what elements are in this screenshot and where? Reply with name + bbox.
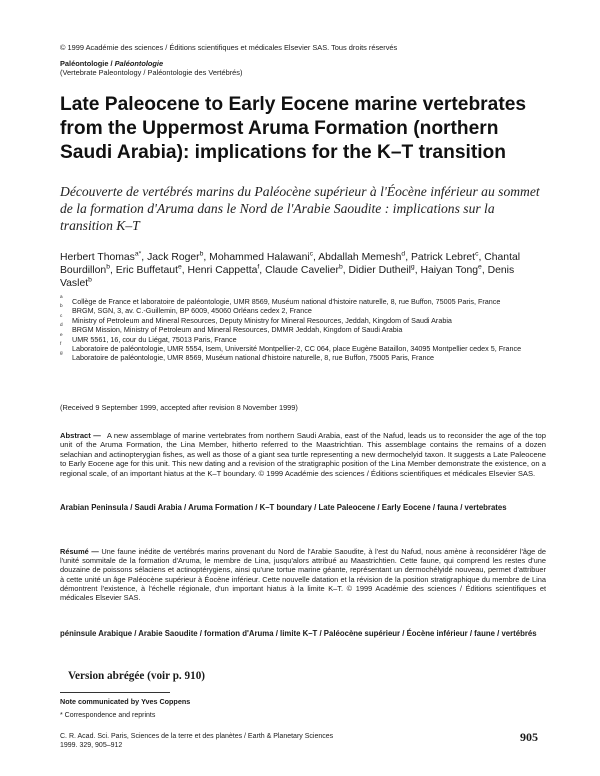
affiliation-text: Ministry of Petroleum and Mineral Resources, Deputy Ministry for Mineral Resources, Jeddah, Kingdom of Saudi Arabia bbox=[72, 315, 452, 325]
author-name: Chantal Bourdillon bbox=[60, 252, 521, 276]
note-name: Yves Coppens bbox=[141, 697, 191, 706]
abridged-version-link[interactable]: Version abrégée (voir p. 910) bbox=[68, 670, 206, 682]
author-affiliation-marker: c bbox=[475, 250, 479, 258]
author-affiliation-marker: g bbox=[410, 263, 415, 271]
resume-label: Résumé — bbox=[60, 547, 99, 556]
author-affiliation-marker: c bbox=[309, 250, 314, 258]
french-title: Découverte de vertébrés marins du Paléocène supérieur à l'Éocène inférieur au sommet de la formation d'Aruma dans le Nord de l'Arabie Saoudite : implications sur la transition K–T bbox=[60, 184, 540, 233]
affiliation-item: d BRGM Mission, Ministry of Petroleum and Mineral Resources, DMMR Jeddah, Kingdom of Saudi Arabia bbox=[60, 322, 403, 335]
author-affiliation-marker: b bbox=[88, 276, 92, 284]
footnote-rule bbox=[60, 692, 170, 693]
author-name: Didier Dutheil bbox=[348, 265, 411, 276]
note-label: Note communicated by bbox=[60, 697, 140, 706]
author-name: Denis Vaslet bbox=[60, 265, 515, 289]
affiliation-item: c Ministry of Petroleum and Mineral Resources, Deputy Ministry for Mineral Resources, Jeddah, Kingdom of Saudi Arabia bbox=[60, 312, 452, 325]
author-name: Jack Roger bbox=[147, 252, 200, 263]
journal-volume: 1999. 329, 905–912 bbox=[60, 742, 123, 749]
resume bbox=[60, 547, 546, 602]
affiliation-list bbox=[60, 294, 550, 363]
affiliation-item: g Laboratoire de paléontologie, UMR 8569, Muséum national d'histoire naturelle, 8, rue Buffon, 75005 Paris, France bbox=[60, 350, 435, 363]
section-name-french: Paléontologie bbox=[114, 59, 164, 68]
resume-text: Une faune inédite de vertébrés marins provenant du Nord de l'Arabie Saoudite, à l'est du Nafud, nous amène à reconsidérer l'âge de l'unité sommitale de la formation d'Aruma, le membre de Lina, jusqu'alors attribué au Maastrichtien. Cette faune, qui comprend les restes d'une douzaine de poissons sélaciens et actinoptérygiens, ainsi qu'une tortue marine géante, représentant un dermochélyidé nouveau, permet d'attribuer à cette unité un âge Paléocène supérieur à Éocène inférieur. Cette nouvelle datation et la révision de la position stratigraphique du membre de Lina démontrent l'existence, à l'échelle régionale, d'un important hiatus à la limite K–T. © 1999 Académie des sciences / Éditions scientifiques et médicales Elsevier SAS. bbox=[60, 547, 546, 603]
author-list: Herbert Thomas$^{a*}$, Jack Roger$^b$, Mohammed Halawani$^c$, Abdallah Memesh$^d$, Patrick Lebret$^c$, Chantal Bourdillon$^b$, Eric Buffetaut$^e$, Henri Cappetta$^f$, Claude Cavelier$^b$, Didier Dutheil$^g$, Haiyan Tong$^e$, Denis Vaslet$^b$ bbox=[60, 250, 521, 289]
affiliation-text: Laboratoire de paléontologie, UMR 5554, Isem, Université Montpellier-2, CC 064, place Eugène Bataillon, 34095 Montpellier cedex 5, France bbox=[72, 343, 522, 353]
affiliation-item: e UMR 5561, 16, cour du Liégat, 75013 Paris, France bbox=[60, 331, 237, 344]
affiliation-text: UMR 5561, 16, cour du Liégat, 75013 Paris, France bbox=[72, 334, 237, 344]
copyright-notice: © 1999 Académie des sciences / Éditions scientifiques et médicales Elsevier SAS. Tous droits réservés bbox=[60, 43, 398, 52]
author-affiliation-marker: a* bbox=[134, 250, 142, 258]
page-number: 905 bbox=[520, 730, 538, 744]
author-affiliation-marker: f bbox=[257, 263, 260, 271]
author-affiliation-marker: b bbox=[339, 263, 343, 271]
mots-cles: péninsule Arabique / Arabie Saoudite / formation d'Aruma / limite K–T / Paléocène supérieur / Éocène inférieur / faune / vertébrés bbox=[60, 629, 537, 638]
author-affiliation-marker: e bbox=[177, 263, 182, 271]
section-heading bbox=[60, 59, 530, 77]
abstract-label: Abstract — bbox=[60, 431, 101, 440]
author-name: Henri Cappetta bbox=[187, 265, 258, 276]
affiliation-item: f Laboratoire de paléontologie, UMR 5554, Isem, Université Montpellier-2, CC 064, place Eugène Bataillon, 34095 Montpellier cedex 5, France bbox=[60, 340, 522, 353]
author-name: Mohammed Halawani bbox=[209, 252, 310, 263]
affiliation-text: BRGM Mission, Ministry of Petroleum and Mineral Resources, DMMR Jeddah, Kingdom of Saudi Arabia bbox=[72, 325, 403, 335]
author-name: Patrick Lebret bbox=[410, 252, 476, 263]
author-name: Abdallah Memesh bbox=[318, 252, 402, 263]
affiliation-text: BRGM, SGN, 3, av. C.-Guillemin, BP 6009, 45060 Orléans cedex 2, France bbox=[72, 306, 312, 316]
affiliation-item: a Collège de France et laboratoire de paléontologie, UMR 8569, Muséum national d'histoire naturelle, 8, rue Buffon, 75005 Paris, France bbox=[60, 294, 501, 306]
journal-footer bbox=[60, 732, 480, 750]
correspondence-note: * Correspondence and reprints bbox=[60, 712, 156, 719]
author-name: Eric Buffetaut bbox=[115, 265, 178, 276]
author-name: Haiyan Tong bbox=[420, 265, 479, 276]
journal-name: C. R. Acad. Sci. Paris, Sciences de la terre et des planètes / Earth & Planetary Sciences bbox=[60, 733, 334, 740]
abstract-text: A new assemblage of marine vertebrates from northern Saudi Arabia, east of the Nafud, leads us to reconsider the age of the top unit of the Aruma Formation, the Lina Member, hitherto referred to the Maastrichtian. This assemblage contains the remains of a dozen selachian and actinopterygian fishes, as well as those of a giant sea turtle representing a new dermochelyid taxon. It suggests a Late Paleocene to Early Eocene age for this unit. This new dating and a revision of the stratigraphic position of the Lina Member demonstrate the existence, on a regional scale, of an important hiatus at the K–T boundary. © 1999 Académie des sciences / Éditions scientifiques et médicales Elsevier SAS. bbox=[60, 431, 546, 478]
author-name: Claude Cavelier bbox=[265, 265, 339, 276]
affiliation-item: b BRGM, SGN, 3, av. C.-Guillemin, BP 6009, 45060 Orléans cedex 2, France bbox=[60, 303, 312, 316]
author-affiliation-marker: b bbox=[106, 263, 110, 271]
section-name: Paléontologie / bbox=[60, 59, 115, 68]
keywords: Arabian Peninsula / Saudi Arabia / Aruma Formation / K–T boundary / Late Paleocene / Early Eocene / fauna / vertebrates bbox=[60, 503, 507, 512]
abstract bbox=[60, 431, 546, 478]
received-dates: (Received 9 September 1999, accepted after revision 8 November 1999) bbox=[60, 403, 298, 412]
article-title: Late Paleocene to Early Eocene marine vertebrates from the Uppermost Aruma Formation (northern Saudi Arabia): implications for the K–T transition bbox=[60, 94, 527, 163]
affiliation-text: Collège de France et laboratoire de paléontologie, UMR 8569, Muséum national d'histoire naturelle, 8, rue Buffon, 75005 Paris, France bbox=[72, 297, 501, 306]
section-subheading: (Vertebrate Paleontology / Paléontologie des Vertébrés) bbox=[60, 68, 243, 77]
author-affiliation-marker: d bbox=[401, 250, 406, 258]
author-affiliation-marker: e bbox=[478, 263, 482, 271]
author-affiliation-marker: b bbox=[199, 250, 204, 258]
communication-note bbox=[60, 697, 460, 707]
affiliation-text: Laboratoire de paléontologie, UMR 8569, Muséum national d'histoire naturelle, 8, rue Buffon, 75005 Paris, France bbox=[72, 353, 435, 363]
author-name: Herbert Thomas bbox=[60, 252, 135, 263]
